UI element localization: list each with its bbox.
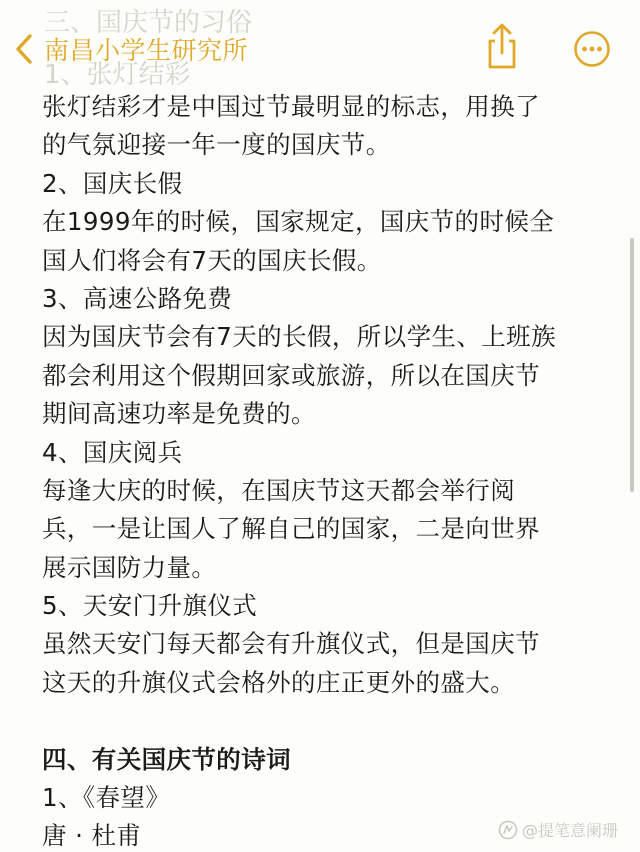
section-heading: 四、有关国庆节的诗词 <box>42 744 291 774</box>
note-item-title: 4、国庆阅兵 <box>42 437 183 467</box>
chevron-left-icon <box>10 29 38 69</box>
note-item-title: 2、国庆长假 <box>42 168 183 198</box>
scrollbar[interactable] <box>630 238 634 492</box>
back-button[interactable] <box>10 26 248 72</box>
note-line: 每逢大庆的时候，在国庆节这天都会举行阅 <box>42 475 516 505</box>
scrolled-section-title: 三、国庆节的习俗 <box>44 8 253 38</box>
note-line: 因为国庆节会有7天的长假，所以学生、上班族 <box>42 322 556 352</box>
note-line: 国人们将会有7天的国庆长假。 <box>42 245 382 275</box>
watermark-logo-icon <box>498 820 518 840</box>
note-line: 唐 · 杜甫 <box>42 821 142 851</box>
note-line: 的气氛迎接一年一度的国庆节。 <box>42 130 391 160</box>
more-options-button[interactable] <box>573 30 611 68</box>
note-item-title: 1、《春望》 <box>42 783 171 813</box>
note-line: 展示国防力量。 <box>42 552 217 582</box>
note-line: 虽然天安门每天都会有升旗仪式，但是国庆节 <box>42 629 540 659</box>
watermark <box>498 818 618 841</box>
blank-line <box>42 702 617 740</box>
note-body[interactable] <box>42 88 617 852</box>
note-line: 在1999年的时候，国家规定，国庆节的时候全 <box>42 207 555 237</box>
scrolled-item-title: 1、张灯结彩 <box>44 60 191 90</box>
note-line: 期间高速功率是免费的。 <box>42 399 316 429</box>
share-icon <box>482 57 522 76</box>
note-item-title: 5、天安门升旗仪式 <box>42 591 258 621</box>
note-line: 张灯结彩才是中国过节最明显的标志，用换了 <box>42 92 540 121</box>
note-line: 这天的升旗仪式会格外的庄正更外的盛大。 <box>42 667 516 697</box>
note-item-title: 3、高速公路免费 <box>42 283 233 313</box>
share-button[interactable] <box>482 22 522 72</box>
more-icon <box>573 53 611 72</box>
navigation-bar <box>0 18 640 78</box>
back-button-label: 南昌小学生研究所 <box>44 36 249 65</box>
note-line: 兵，一是让国人了解自己的国家，二是向世界 <box>42 514 540 544</box>
note-line: 都会利用这个假期回家或旅游，所以在国庆节 <box>42 360 540 390</box>
watermark-text: @提笔意阑珊 <box>522 821 619 840</box>
